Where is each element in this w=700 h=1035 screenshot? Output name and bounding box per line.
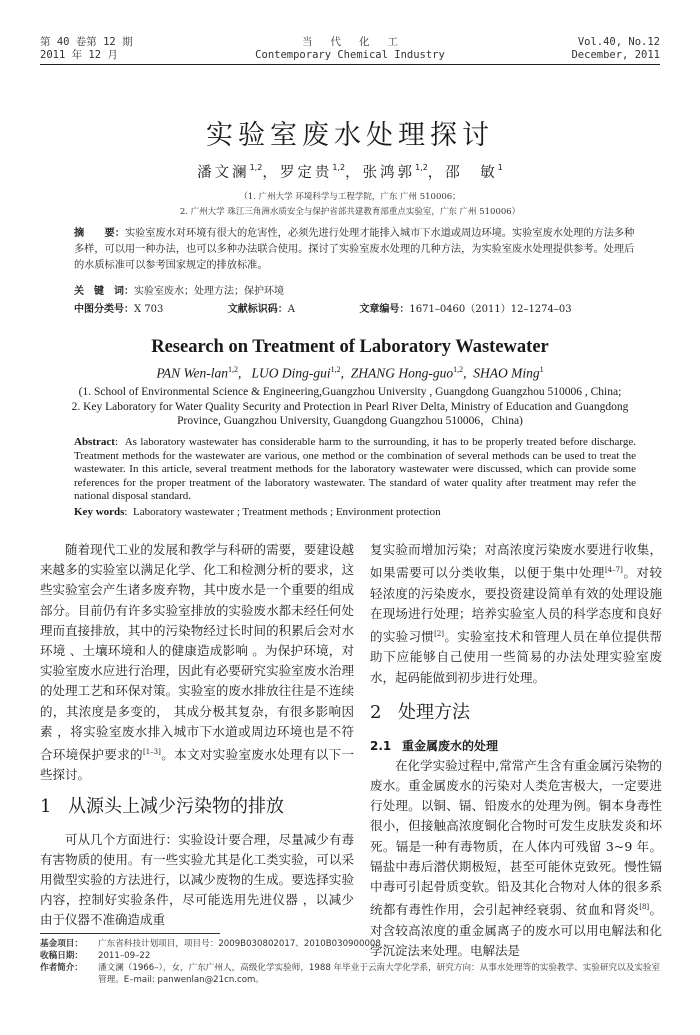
fund-text: 广东省科技计划项目，项目号：2009B030802017、2010B030900008 。 — [98, 939, 393, 949]
footnote-received — [40, 950, 666, 962]
keywords-en-label: Key words — [74, 506, 125, 518]
author-sep: ， — [427, 165, 446, 181]
paper-title-en: Research on Treatment of Laboratory Wastewater — [151, 337, 549, 357]
keywords-zh — [74, 282, 636, 297]
fund-label: 基金项目： — [40, 939, 83, 949]
journal-name-en: Contemporary Chemical Industry — [255, 49, 445, 61]
footnote-fund — [40, 938, 666, 950]
author-sup-en: 1,2 — [227, 365, 238, 374]
author-sup-en: 1,2 — [330, 365, 341, 374]
author-sup: 1 — [497, 163, 503, 172]
footnote — [40, 938, 666, 986]
body-column-left — [40, 540, 354, 931]
author-name: 罗定贵 — [279, 165, 333, 181]
header-date-line: 2011 年 12 月 — [40, 49, 118, 61]
running-header — [40, 36, 660, 66]
subsection-number: 2.1 — [370, 738, 392, 753]
header-volume-line: 第 40 卷第 12 期 — [40, 36, 133, 48]
paragraph-text: 。对较轻浓度的污染废水，要投资建设简单有效的处理设施在现场进行处理；培养实验室人员的科学态度和良好的实验习惯 — [370, 565, 662, 645]
bio-label: 作者简介： — [40, 963, 83, 973]
author-sup: 1,2 — [415, 163, 428, 172]
affiliation-en — [70, 385, 630, 429]
section-1-paragraph: 可从几个方面进行：实验设计要合理，尽量减少有毒有害物质的使用。有一些实验尤其是化工类实验，可以采用微型实验的方法进行，以减少废物的生成。要选择实验内容，控制好实验条件，尽可能选用先进仪器 ，以减少由于仪器不准确造成重 — [40, 831, 354, 928]
intro-text-end: 。本文对实验室废水处理有以下一些探讨。 — [40, 747, 354, 783]
author-name: 潘文澜 — [197, 165, 250, 181]
author-name-en: PAN Wen-lan — [156, 365, 228, 381]
received-date: 2011–09–22 — [98, 951, 151, 961]
citation: [1–3] — [143, 748, 161, 757]
footnote-rule — [40, 933, 220, 934]
authors-zh — [0, 161, 700, 182]
keywords-zh-label: 关 键 词： — [74, 286, 134, 297]
paragraph-text: 复实验而增加污染；对高浓度污染废水要进行收集，如果需要可以分类收集，以便于集中处理 — [370, 542, 662, 581]
affiliation-zh-1: （1. 广州大学 环境科学与工程学院，广东 广州 510006； — [239, 192, 461, 202]
header-rule — [40, 64, 660, 65]
received-label: 收稿日期： — [40, 951, 83, 961]
body-column-right — [370, 540, 662, 961]
citation: [4–7] — [604, 566, 623, 575]
header-issue — [571, 36, 660, 62]
author-sup-en: 1 — [539, 365, 544, 374]
author-name-en: SHAO Ming — [473, 365, 540, 381]
keywords-en-text: Laboratory wastewater ; Treatment methods ; Environment protection — [132, 506, 441, 518]
section-title: 处理方法 — [398, 701, 470, 723]
author-name: 张鸿郭 — [362, 165, 416, 181]
section-title: 从源头上减少污染物的排放 — [68, 795, 284, 817]
section-1-heading — [40, 794, 354, 820]
paper-title-zh: 实验室废水处理探讨 — [206, 120, 494, 151]
section-2-heading — [370, 700, 662, 726]
header-journal — [40, 36, 660, 62]
author-sup: 1,2 — [249, 163, 263, 172]
bio-text: 潘文澜（1966–），女，广东广州人，高级化学实验师，1988 年毕业于云南大学化学系，研究方向：从事水处理等的实验教学、实验研究以及实验室管理。E–mail: panwenlan@21cn.com。 — [98, 963, 661, 985]
keywords-en: Key words: Laboratory wastewater ; Treatment methods ; Environment protection — [74, 506, 441, 518]
affiliation-en-line: 2. Key Laboratory for Water Quality Security and Protection in Pearl River Delta, Ministry of Education and Guangdong — [71, 400, 629, 413]
section-number: 1 — [40, 795, 52, 817]
doc-code-label: 文献标识码： — [227, 304, 288, 315]
header-date-en: December, 2011 — [571, 49, 660, 61]
section-number: 2 — [370, 701, 382, 723]
author-sep: ， — [345, 165, 363, 181]
clc-value: X 703 — [134, 304, 164, 315]
intro-text: 随着现代工业的发展和教学与科研的需要，要建设越来越多的实验室以满足化学、化工和检测分析的要求，这些实验室会产生诸多废弃物，其中废水是一个重要的组成部分。目前仍有许多实验室排放的实验废水都未经任何处理而直接排放，其中的污染物经过长时间的积累后会对水环境 、土壤环境和人的健康造成影响 。为保护环境，对实验室废水应进行治理，因此有必要研究实验室废水治理的处理工艺和环保对策。实验室的废水排放往往是不连续的，其浓度是多变的， 其成分极其复杂，有很多影响因素 ，将实验室废水排入城市下水道或周边环境也是不符合环境保护要求的 — [40, 542, 354, 763]
classification-line — [74, 300, 636, 315]
abstract-en-label: Abstract — [74, 436, 115, 448]
abstract-zh-text: 实验室废水对环境有很大的危害性，必须先进行处理才能排入城市下水道或周边环境。实验室废水处理的方法多种多样，可以用一种办法，也可以多种办法联合使用。探讨了实验室废水处理的几种方法，为实验室废水处理提供参考。处理后的水质标准可以参考国家规定的排放标准。 — [74, 228, 635, 272]
article-id-label: 文章编号： — [359, 304, 410, 315]
keywords-zh-text: 实验室废水；处理方法；保护环境 — [134, 286, 284, 297]
abstract-en-text: As laboratory wastewater has considerable harm to the surrounding, it has to be properly treated before discharge. Treatment methods for the wastewater are various, one method or the combination of several methods can be used to treat the wastewater. In this article, several treatment methods for the laboratory wastewater were discussed, which can provide some references for the proper treatment of the laboratory wastewater. The standard of water quality after treatment may refer the national disposal standard. — [74, 436, 636, 503]
author-sep: ， — [262, 165, 280, 181]
citation: [8] — [639, 903, 650, 912]
article-id-value: 1671–0460（2011）12–1274–03 — [409, 304, 572, 315]
continued-paragraph — [370, 540, 662, 688]
affiliation-zh-2: 2. 广州大学 珠江三角洲水质安全与保护省部共建教育部重点实验室，广东 广州 510006） — [179, 207, 521, 217]
section-2-1-heading — [370, 736, 662, 756]
abstract-zh — [74, 226, 636, 275]
citation: [2] — [434, 629, 445, 638]
paragraph-text: 。实验室技术和管理人员在单位提供帮助下应能够自己使用一些简易的办法处理实验室废水，起码能做到初步进行处理。 — [370, 629, 662, 685]
author-name-en: ZHANG Hong-guo — [350, 365, 454, 381]
intro-paragraph — [40, 540, 354, 786]
author-sup-en: 1,2 — [453, 365, 464, 374]
authors-en: PAN Wen-lan$^{1,2}$, LUO Ding-gui$^{1,2}$, ZHANG Hong-guo$^{1,2}$, SHAO Ming$^1$ — [156, 365, 544, 381]
paragraph-text: 。对含较高浓度的重金属离子的废水可以用电解法和化学沉淀法来处理。电解法是 — [370, 902, 662, 958]
footnote-bio — [40, 962, 666, 986]
journal-name-zh: 当代化工 — [302, 36, 416, 48]
doc-code-value: A — [287, 304, 295, 315]
abstract-en: Abstract: As laboratory wastewater has considerable harm to the surrounding, it has to be properly treated before discharge. Treatment methods for the wastewater are various, one method or the combination of several methods can be used to treat the wastewater. In this article, several treatment methods for the laboratory wastewater were discussed, which can provide some references for the proper treatment of the laboratory wastewater. The standard of water quality after treatment may refer the national disposal standard. — [74, 436, 636, 503]
author-name: 邵 敏 — [445, 165, 498, 181]
affiliation-en-line: Province, Guangzhou University, Guangdong Guangzhou 510006，China) — [177, 415, 523, 427]
abstract-zh-label: 摘 要： — [74, 228, 125, 239]
subsection-title: 重金属废水的处理 — [402, 738, 499, 753]
paragraph-text: 在化学实验过程中,常常产生含有重金属污染物的废水。重金属废水的污染对人类危害极大，一定要进行处理。以铜、镉、铅废水的处理为例。铜本身毒性很小，但接触高浓度铜化合物时可发生皮肤发炎和坏死。镉是一种有毒物质，在人体内可残留 3~9 年。镉盐中毒后潜伏期极短，甚至可能休克致死。慢性镉中毒可引起骨质变软。铅及其化合物对人体的很多系统都有毒性作用，会引起神经衰弱、贫血和肾炎 — [370, 757, 662, 918]
author-name-en: LUO Ding-gui — [251, 365, 331, 381]
header-vol-en: Vol.40, No.12 — [577, 36, 660, 48]
author-sup: 1,2 — [332, 163, 346, 172]
clc-label: 中图分类号： — [74, 304, 134, 315]
affiliation-en-line: (1. School of Environmental Science & Engineering,Guangzhou University , Guangdong Guangzhou 510006 , China; — [78, 386, 622, 398]
section-2-1-paragraph — [370, 756, 662, 961]
